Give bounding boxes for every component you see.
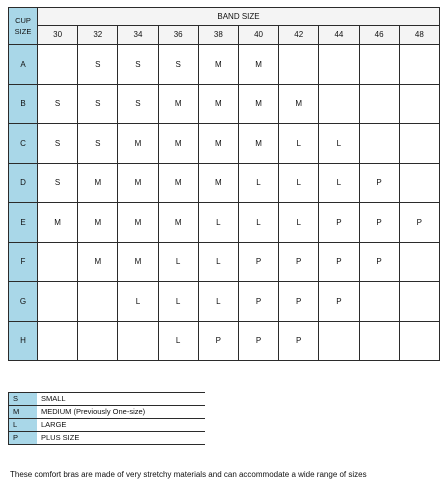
size-cell: M [198, 45, 238, 85]
size-cell [399, 124, 439, 164]
legend-description: MEDIUM (Previously One-size) [37, 406, 205, 419]
size-cell [78, 282, 118, 322]
size-cell: P [319, 282, 359, 322]
size-cell: M [118, 163, 158, 203]
size-cell: M [38, 203, 78, 243]
size-cell: P [319, 203, 359, 243]
legend-description: SMALL [37, 393, 205, 406]
cup-letter: C [9, 124, 38, 164]
cup-row-e [9, 203, 440, 243]
legend-item [9, 419, 206, 432]
size-cell: S [38, 124, 78, 164]
size-cell: P [359, 203, 399, 243]
cup-letter: F [9, 242, 38, 282]
size-cell: M [78, 203, 118, 243]
size-cell: P [359, 163, 399, 203]
size-cell: P [238, 321, 278, 361]
size-cell: L [319, 124, 359, 164]
size-cell [399, 45, 439, 85]
size-cell [319, 84, 359, 124]
size-cell: P [359, 242, 399, 282]
size-cell: P [319, 242, 359, 282]
size-cell: P [279, 321, 319, 361]
size-cell: M [198, 124, 238, 164]
size-cell [359, 45, 399, 85]
cup-row-f [9, 242, 440, 282]
size-cell: L [118, 282, 158, 322]
size-cell [319, 321, 359, 361]
legend-abbr: M [9, 406, 38, 419]
cup-letter: G [9, 282, 38, 322]
size-chart-table [8, 7, 440, 361]
size-cell [38, 321, 78, 361]
size-cell: M [198, 84, 238, 124]
footnote: These comfort bras are made of very stretchy materials and can accommodate a wide range of sizes [10, 470, 367, 479]
size-cell: S [38, 163, 78, 203]
legend-item [9, 432, 206, 445]
legend-abbr: L [9, 419, 38, 432]
size-cell: S [118, 45, 158, 85]
size-cell: L [319, 163, 359, 203]
size-cell: S [118, 84, 158, 124]
cup-letter: A [9, 45, 38, 85]
band-size-36: 36 [158, 25, 198, 44]
size-cell [359, 282, 399, 322]
size-cell: M [78, 242, 118, 282]
size-cell: M [118, 203, 158, 243]
size-cell: S [38, 84, 78, 124]
band-size-38: 38 [198, 25, 238, 44]
size-cell [38, 45, 78, 85]
size-cell: M [118, 242, 158, 282]
size-cell [399, 321, 439, 361]
size-cell [38, 282, 78, 322]
cup-letter: E [9, 203, 38, 243]
legend-description: PLUS SIZE [37, 432, 205, 445]
cup-label-line1: CUP [15, 16, 31, 25]
size-cell: P [279, 282, 319, 322]
size-cell: L [158, 321, 198, 361]
size-cell: S [78, 45, 118, 85]
size-cell: L [238, 203, 278, 243]
size-cell: M [158, 203, 198, 243]
cup-letter: B [9, 84, 38, 124]
size-cell: M [158, 163, 198, 203]
legend-item [9, 406, 206, 419]
size-cell: P [399, 203, 439, 243]
cup-row-a [9, 45, 440, 85]
size-cell [359, 321, 399, 361]
size-cell: P [279, 242, 319, 282]
legend-abbr: S [9, 393, 38, 406]
size-cell: P [198, 321, 238, 361]
band-size-32: 32 [78, 25, 118, 44]
band-size-42: 42 [279, 25, 319, 44]
size-cell: L [279, 124, 319, 164]
size-cell: M [198, 163, 238, 203]
size-cell [319, 45, 359, 85]
size-cell [359, 84, 399, 124]
size-cell [399, 242, 439, 282]
size-cell: P [238, 242, 278, 282]
size-cell: L [158, 282, 198, 322]
size-cell: L [158, 242, 198, 282]
band-size-title: BAND SIZE [38, 8, 440, 26]
size-cell: L [279, 163, 319, 203]
size-cell: S [78, 84, 118, 124]
size-cell [399, 163, 439, 203]
band-size-40: 40 [238, 25, 278, 44]
cup-row-b [9, 84, 440, 124]
size-cell: M [238, 84, 278, 124]
size-cell: S [78, 124, 118, 164]
size-cell [399, 84, 439, 124]
size-cell: L [198, 282, 238, 322]
cup-label-line2: SIZE [14, 27, 32, 36]
band-size-46: 46 [359, 25, 399, 44]
size-cell [118, 321, 158, 361]
cup-letter: H [9, 321, 38, 361]
size-cell: M [238, 45, 278, 85]
band-size-44: 44 [319, 25, 359, 44]
cup-row-d [9, 163, 440, 203]
size-cell: L [279, 203, 319, 243]
cup-letter: D [9, 163, 38, 203]
band-size-48: 48 [399, 25, 439, 44]
size-cell: L [198, 242, 238, 282]
cup-row-g [9, 282, 440, 322]
cup-row-h [9, 321, 440, 361]
size-cell [38, 242, 78, 282]
cup-row-c [9, 124, 440, 164]
band-size-row [9, 25, 440, 44]
size-cell [279, 45, 319, 85]
size-legend [8, 392, 205, 445]
size-cell: M [238, 124, 278, 164]
size-cell [359, 124, 399, 164]
band-size-30: 30 [38, 25, 78, 44]
band-size-34: 34 [118, 25, 158, 44]
size-cell: S [158, 45, 198, 85]
size-cell: M [158, 124, 198, 164]
size-cell: P [238, 282, 278, 322]
size-cell [78, 321, 118, 361]
size-cell: M [158, 84, 198, 124]
legend-description: LARGE [37, 419, 205, 432]
size-cell: M [78, 163, 118, 203]
size-cell: M [279, 84, 319, 124]
cup-size-header [9, 8, 38, 45]
size-cell: M [118, 124, 158, 164]
size-cell [399, 282, 439, 322]
legend-item [9, 393, 206, 406]
legend-abbr: P [9, 432, 38, 445]
size-cell: L [198, 203, 238, 243]
size-cell: L [238, 163, 278, 203]
